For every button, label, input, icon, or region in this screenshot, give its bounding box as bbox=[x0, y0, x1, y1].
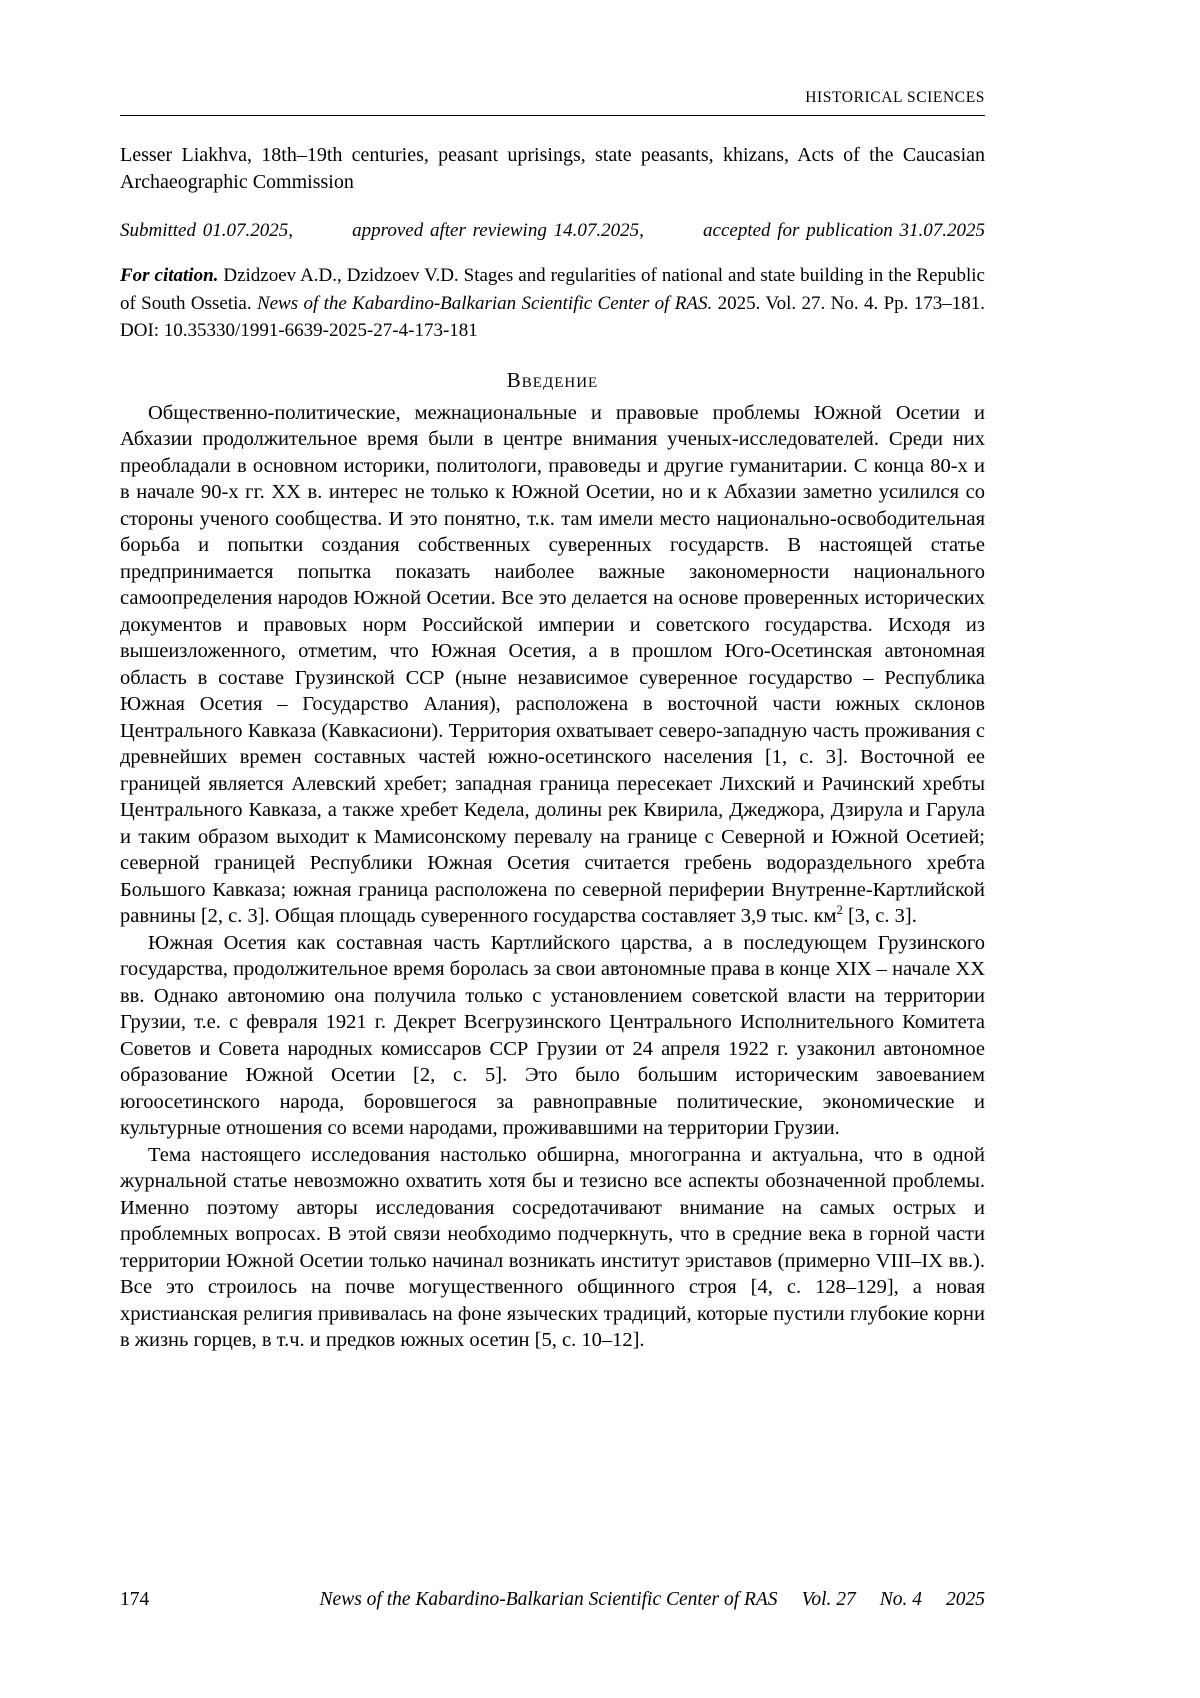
citation-journal-title: News of the Kabardino-Balkarian Scientific Center of RAS. bbox=[256, 292, 713, 314]
footer-year: 2025 bbox=[946, 1589, 985, 1610]
keywords-continuation: Lesser Liakhva, 18th–19th centuries, peasant uprisings, state peasants, khizans, Acts of the Caucasian Archaeographic Commission bbox=[120, 144, 985, 193]
header-rule bbox=[120, 115, 985, 116]
citation-authors-title: Dzidzoev A.D., Dzidzoev V.D. Stages and regularities of national and state building in the Republic of South Ossetia. bbox=[120, 265, 985, 314]
intro-paragraph-2: Южная Осетия как составная часть Картлийского царства, а в последующем Грузинского государства, продолжительное время боролась за свои автономные права в конце XIX – начале XX вв. Однако автономию она получила только с установлением советской власти на территории Грузии, т.е. с февраля 1921 г. Декрет Всегрузинского Центрального Исполнительного Комитета Советов и Совета народных комиссаров ССР Грузии от 24 апреля 1922 г. узаконил автономное образование Южной Осетии [2, с. 5]. Это было большим историческим завоеванием югоосетинского народа, боровшегося за равноправные политические, экономические и культурные отношения со всеми народами, проживавшими на территории Грузии. bbox=[120, 931, 985, 1139]
km-squared-superscript: 2 bbox=[836, 903, 843, 918]
submitted-date: Submitted 01.07.2025, bbox=[120, 220, 293, 241]
citation-issue-info: 2025. Vol. 27. No. 4. Pp. 173–181. DOI: 10.35330/1991-6639-2025-27-4-173-181 bbox=[120, 292, 985, 341]
intro-paragraph-1-tail: [3, с. 3]. bbox=[842, 905, 917, 927]
page-number: 174 bbox=[120, 1589, 150, 1610]
page-footer bbox=[120, 1588, 985, 1612]
running-head: HISTORICAL SCIENCES bbox=[805, 89, 985, 106]
introduction-heading: Введение bbox=[506, 367, 599, 392]
intro-paragraph-3: Тема настоящего исследования настолько обширна, многогранна и актуальна, что в одной журнальной статье невозможно охватить хотя бы и тезисно все аспекты обозначенной проблемы. Именно поэтому авторы исследования сосредотачивают внимание на самых острых и проблемных вопросах. В этой связи необходимо подчеркнуть, что в средние века в горной части территории Южной Осетии только начинал возникать институт эриставов (примерно VIII–IX вв.). Все это строилось на почве могущественного общинного строя [4, с. 128–129], а новая христианская религия прививалась на фоне языческих традиций, которые пустили глубокие корни в жизнь горцев, в т.ч. и предков южных осетин [5, с. 10–12]. bbox=[120, 1143, 985, 1351]
accepted-date: accepted for publication 31.07.2025 bbox=[703, 220, 985, 241]
submission-dates-line bbox=[120, 218, 985, 243]
intro-paragraph-1-text: Общественно-политические, межнациональные и правовые проблемы Южной Осетии и Абхазии продолжительное время были в центре внимания ученых-исследователей. Среди них преобладали в основном историки, политологи, правоведы и другие гуманитарии. С конца 80-х и в начале 90-х гг. XX в. интерес не только к Южной Осетии, но и к Абхазии заметно усилился со стороны ученого сообщества. И это понятно, т.к. там имели место национально-освободительная борьба и попытки создания собственных суверенных государств. В настоящей статье предпринимается попытка показать наиболее важные закономерности национального самоопределения народов Южной Осетии. Все это делается на основе проверенных исторических документов и правовых норм Российской империи и советского государства. Исходя из вышеизложенного, отметим, что Южная Осетия, а в прошлом Юго-Осетинская автономная область в составе Грузинской ССР (ныне независимое суверенное государство – Республика Южная Осетия – Государство Алания), расположена в восточной части южных склонов Центрального Кавказа (Кавкасиони). Территория охватывает северо-западную часть проживания с древнейших времен составных частей южно-осетинского населения [1, с. 3]. Восточной ее границей является Алевский хребет; западная граница пересекает Лихский и Рачинский хребты Центрального Кавказа, а также хребет Кедела, долины рек Квирила, Джеджора, Дзирула и Гарула и таким образом выходит к Мамисонскому перевалу на границе с Северной и Южной Осетией; северной границей Республики Южная Осетия считается гребень водораздельного хребта Большого Кавказа; южная граница расположена по северной периферии Внутренне-Картлийской равнины [2, с. 3]. Общая площадь суверенного государства составляет 3,9 тыс. км bbox=[120, 401, 985, 927]
intro-paragraph-1 bbox=[120, 400, 985, 930]
citation-paragraph bbox=[120, 262, 985, 345]
footer-issue-number: No. 4 bbox=[879, 1589, 922, 1610]
approved-date: approved after reviewing 14.07.2025, bbox=[352, 220, 644, 241]
footer-volume: Vol. 27 bbox=[801, 1589, 856, 1610]
footer-journal-line bbox=[320, 1588, 985, 1612]
footer-journal-name: News of the Kabardino-Balkarian Scientific Center of RAS bbox=[319, 1589, 778, 1610]
citation-label: For citation. bbox=[120, 265, 219, 286]
